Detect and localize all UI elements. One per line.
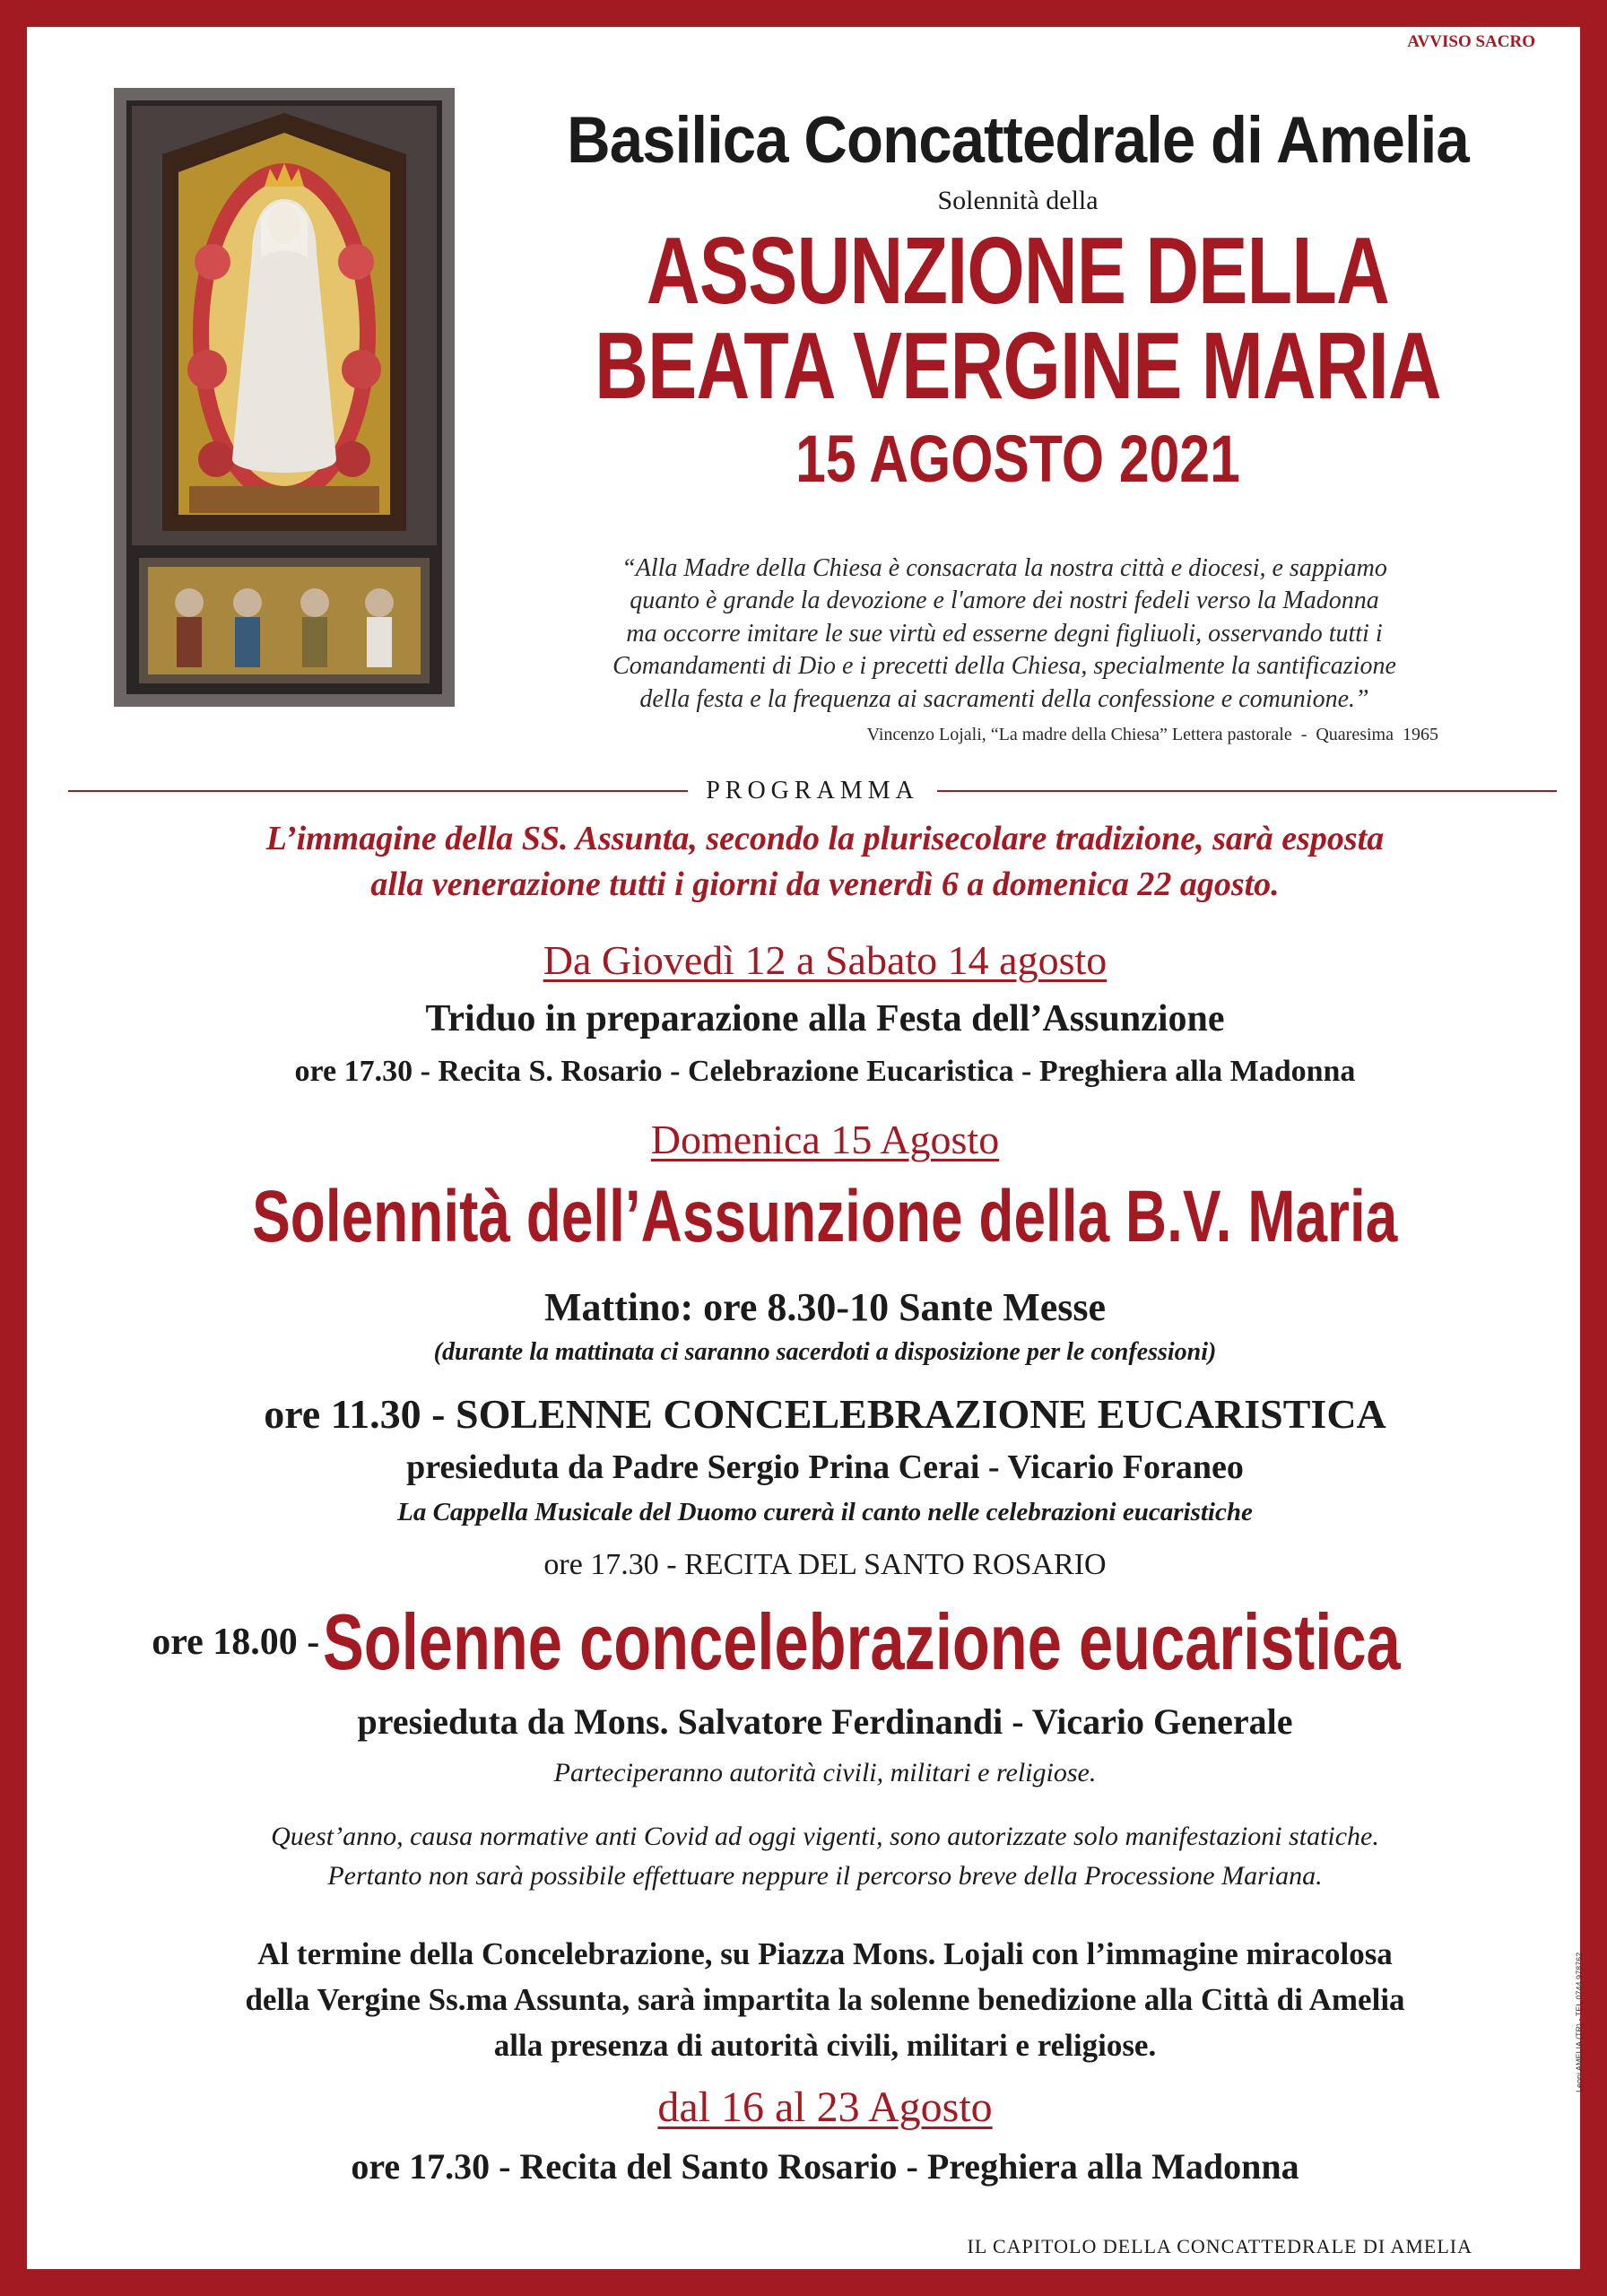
exposition-line: alla venerazione tutti i giorni da venerdì 6 a domenica 22 agosto. xyxy=(370,865,1280,904)
domenica-title: Solennità dell’Assunzione della B.V. Maria xyxy=(252,1176,1398,1257)
mattino-masses: Mattino: ore 8.30-10 Sante Messe xyxy=(543,1285,1107,1329)
feast-title-line2: BEATA VERGINE MARIA xyxy=(595,313,1441,419)
triduo-dates: Da Giovedì 12 a Sabato 14 agosto xyxy=(543,937,1108,983)
assunta-painting-image xyxy=(126,100,442,694)
assunta-painting xyxy=(114,88,455,707)
quote-line: ma occorre imitare le sue virtù ed esserne degni figliuoli, osservando tutti i xyxy=(626,619,1383,648)
covid-line: Quest’anno, causa normative anti Covid ad oggi vigenti, sono autorizzate solo manifestazioni statiche. xyxy=(271,1822,1379,1851)
exposition-line: L’immagine della SS. Assunta, secondo la plurisecolare tradizione, sarà esposta xyxy=(265,820,1385,857)
feast-date: 15 AGOSTO 2021 xyxy=(795,422,1240,496)
programma-label: PROGRAMMA xyxy=(706,777,919,804)
mass-1800-celebrant: presieduta da Mons. Salvatore Ferdinandi - Vicario Generale xyxy=(357,1701,1293,1742)
header xyxy=(466,90,1569,497)
final-dates: dal 16 al 23 Agosto xyxy=(657,2083,993,2131)
benedizione-notice xyxy=(54,1932,1596,2068)
mattino-note: (durante la mattinata ci saranno sacerdoti a disposizione per le confessioni) xyxy=(433,1338,1217,1366)
pastoral-quote xyxy=(529,552,1480,716)
benedizione-line: della Vergine Ss.ma Assunta, sarà impartita la solenne benedizione alla Città di Amelia xyxy=(245,1981,1405,2017)
triduo-detail: ore 17.30 - Recita S. Rosario - Celebrazione Eucaristica - Preghiera alla Madonna xyxy=(294,1055,1356,1088)
mass-1800-row xyxy=(54,1596,1596,1688)
divider-line-right xyxy=(937,790,1557,792)
programma-divider xyxy=(68,773,1557,809)
poster-page xyxy=(27,27,1584,2269)
feast-title-line1: ASSUNZIONE DELLA xyxy=(646,218,1390,324)
avviso-sacro-tag: AVVISO SACRO xyxy=(1407,32,1535,51)
mass-1800-title: Solenne concelebrazione eucaristica xyxy=(323,1597,1401,1686)
mass-1800-time: ore 18.00 - xyxy=(152,1622,320,1663)
quote-source: Vincenzo Lojali, “La madre della Chiesa” Lettera pastorale - Quaresima 1965 xyxy=(866,725,1438,744)
domenica-title-wrap xyxy=(54,1175,1596,1259)
final-detail: ore 17.30 - Recita del Santo Rosario - Preghiera alla Madonna xyxy=(351,2146,1299,2187)
authorities-note: Parteciperanno autorità civili, militari e religiose. xyxy=(553,1758,1097,1787)
cappella-musicale-note: La Cappella Musicale del Duomo curerà il canto nelle celebrazioni eucaristiche xyxy=(397,1498,1253,1526)
benedizione-line: Al termine della Concelebrazione, su Piazza Mons. Lojali con l’immagine miracolosa xyxy=(257,1936,1393,1971)
covid-line: Pertanto non sarà possibile effettuare neppure il percorso breve della Processione Mariana. xyxy=(327,1860,1323,1891)
quote-line: quanto è grande la devozione e l'amore dei nostri fedeli verso la Madonna xyxy=(630,587,1379,615)
printer-imprint: Leoni AMELIA (TR) - TEL 0744 978762 xyxy=(1575,1952,1584,2093)
triduo-title: Triduo in preparazione alla Festa dell’Assunzione xyxy=(425,998,1225,1039)
church-name: Basilica Concattedrale di Amelia xyxy=(567,104,1469,177)
pre-title: Solennità della xyxy=(937,186,1099,215)
mass-1130: ore 11.30 - SOLENNE CONCELEBRAZIONE EUCARISTICA xyxy=(264,1391,1386,1437)
divider-line-left xyxy=(68,790,688,792)
quote-line: della festa e la frequenza ai sacramenti della confessione e comunione.” xyxy=(639,684,1369,713)
capitolo-signature: IL CAPITOLO DELLA CONCATTEDRALE DI AMELIA xyxy=(967,2235,1472,2257)
exposition-note xyxy=(54,816,1596,909)
domenica-date: Domenica 15 Agosto xyxy=(650,1117,1000,1162)
rosario-1730: ore 17.30 - RECITA DEL SANTO ROSARIO xyxy=(543,1548,1107,1581)
quote-line: “Alla Madre della Chiesa è consacrata la nostra città e diocesi, e sappiamo xyxy=(621,554,1387,582)
benedizione-line: alla presenza di autorità civili, militari e religiose. xyxy=(493,2027,1157,2063)
covid-notice xyxy=(54,1817,1596,1895)
mass-1130-celebrant: presieduta da Padre Sergio Prina Cerai - Vicario Foraneo xyxy=(406,1448,1244,1486)
quote-line: Comandamenti di Dio e i precetti della Chiesa, specialmente la santificazione xyxy=(612,652,1396,681)
